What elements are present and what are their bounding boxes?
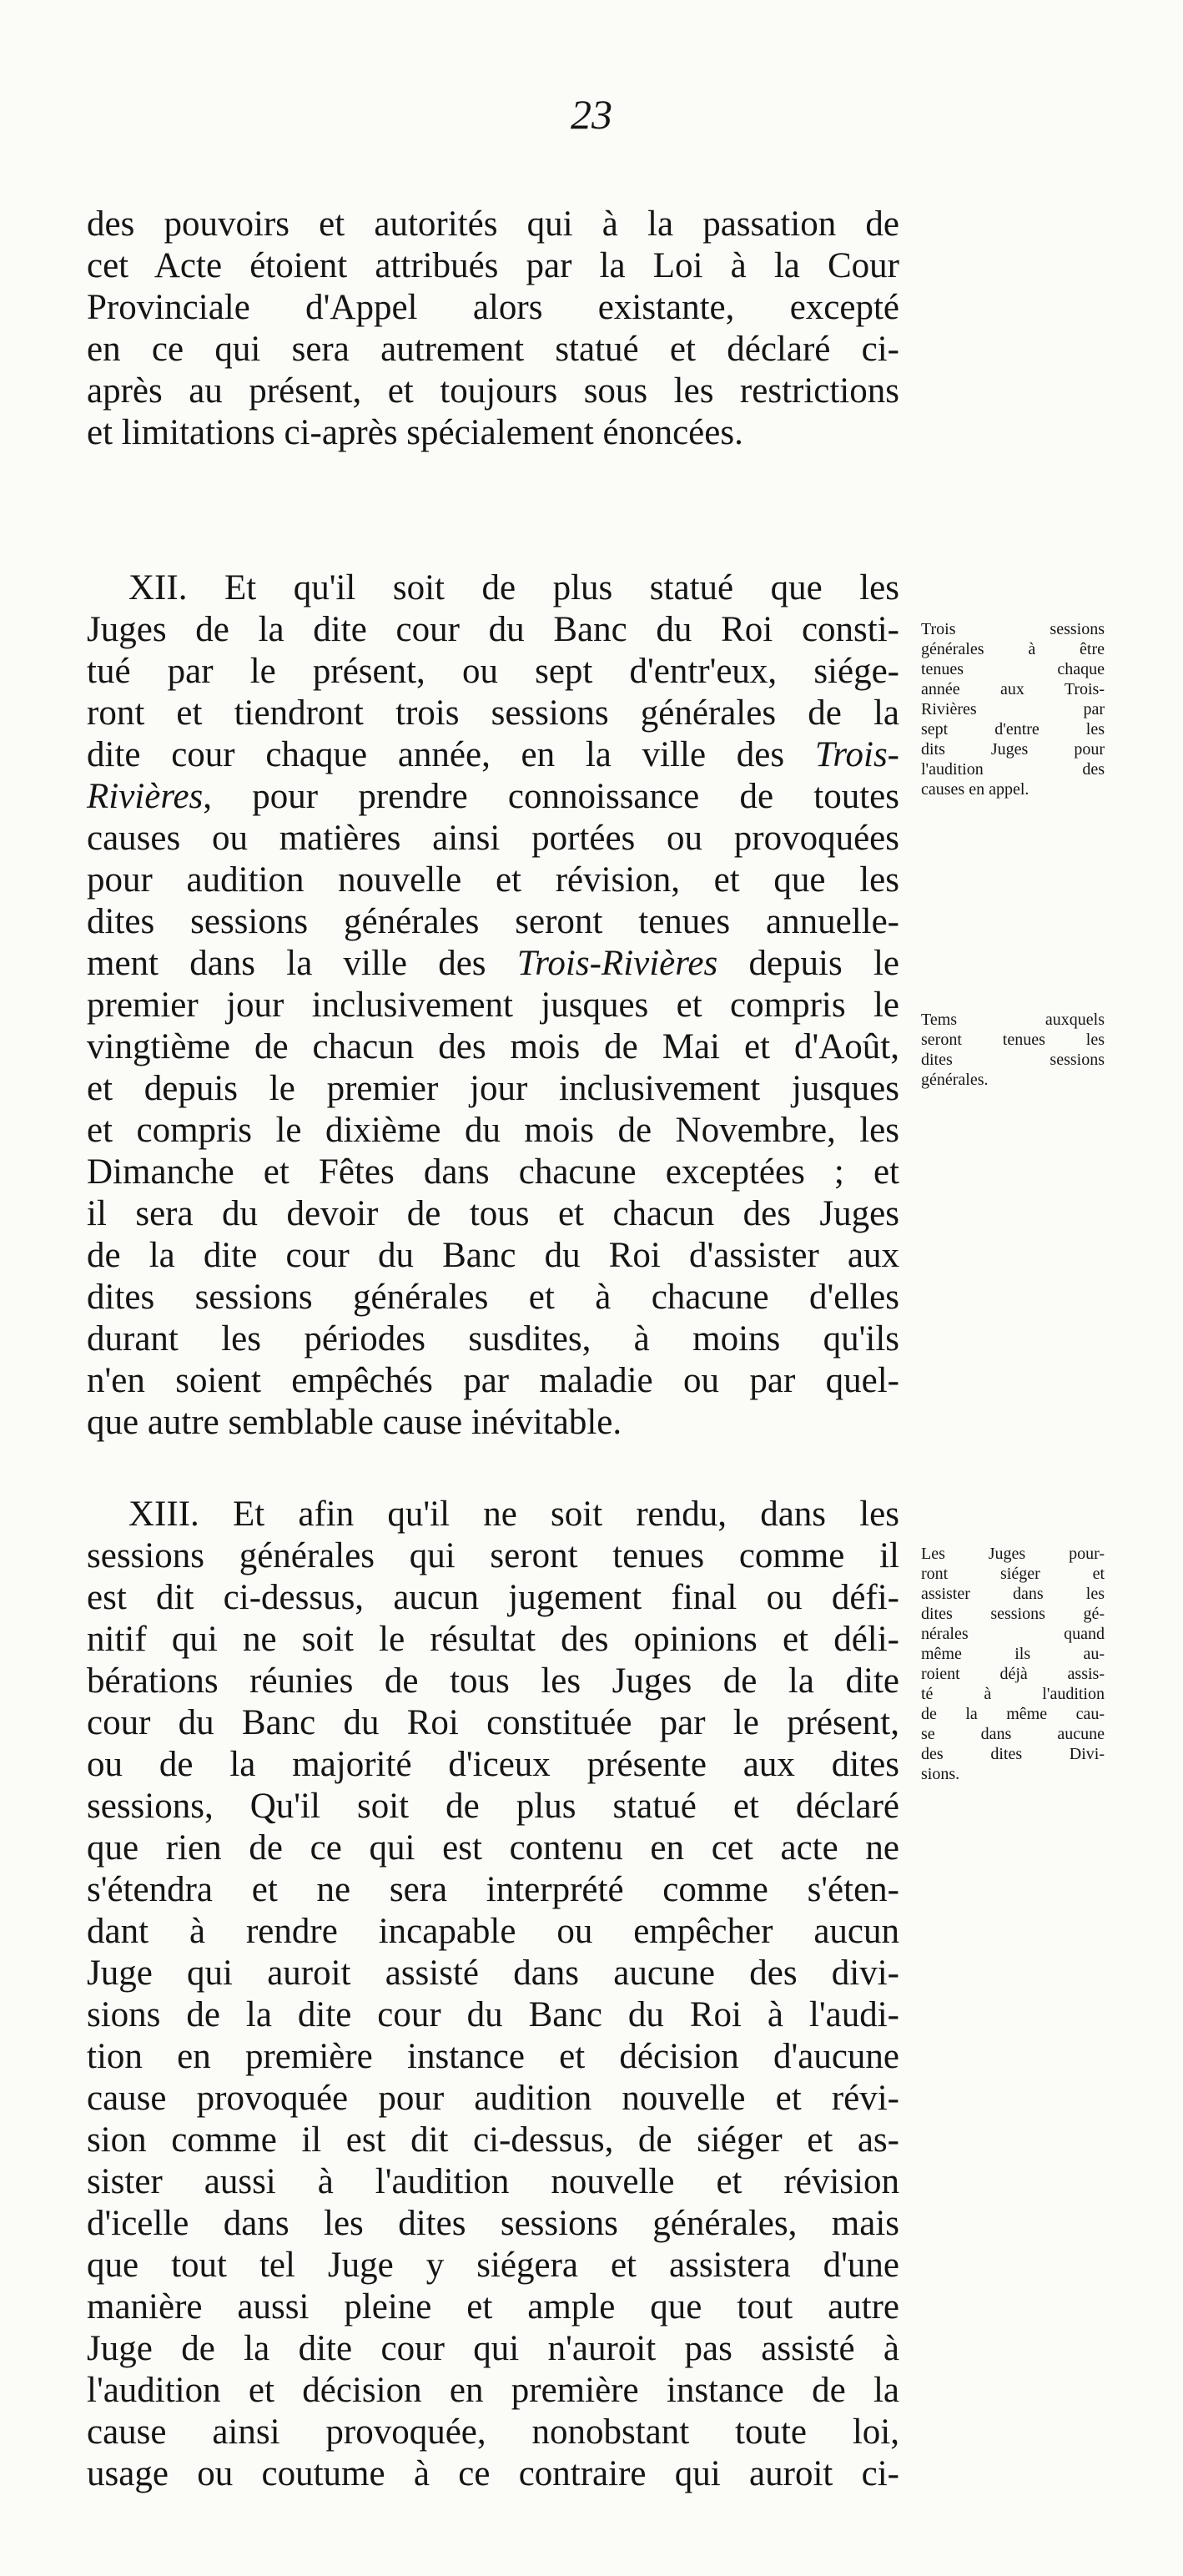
text-line: de la dite cour du Banc du Roi d'assister aux bbox=[87, 1236, 899, 1275]
text-line: ou de la majorité d'iceux présente aux dites bbox=[87, 1745, 899, 1784]
text-line: que tout tel Juge y siégera et assistera d'une bbox=[87, 2246, 899, 2285]
margin-note-line: assister dans les bbox=[921, 1585, 1105, 1603]
margin-note-line: dites sessions gé- bbox=[921, 1605, 1105, 1623]
text-line: sessions, Qu'il soit de plus statué et déclaré bbox=[87, 1787, 899, 1826]
margin-note-line: l'audition des bbox=[921, 760, 1105, 779]
text-line: et limitations ci-après spécialement énoncées. bbox=[87, 413, 743, 452]
text-line: est dit ci-dessus, aucun jugement final ou défi- bbox=[87, 1578, 899, 1617]
text-line: sions de la dite cour du Banc du Roi à l'audi- bbox=[87, 1995, 899, 2034]
section-heading-line: XIII. Et afin qu'il ne soit rendu, dans les bbox=[128, 1495, 899, 1534]
text-line: durant les périodes susdites, à moins qu'ils bbox=[87, 1319, 899, 1359]
text-line: ment dans la ville des Trois-Rivières depuis le bbox=[87, 944, 899, 983]
margin-note-line: Les Juges pour- bbox=[921, 1545, 1105, 1563]
text-line: que rien de ce qui est contenu en cet acte ne bbox=[87, 1828, 899, 1868]
text-line: premier jour inclusivement jusques et compris le bbox=[87, 986, 899, 1025]
margin-note-line: de la même cau- bbox=[921, 1705, 1105, 1723]
text-line: ront et tiendront trois sessions générales de la bbox=[87, 693, 899, 733]
text-line bbox=[87, 734, 899, 776]
text-run: dite cour chaque année, en la ville des Trois- bbox=[87, 735, 899, 774]
margin-note-line: Trois sessions bbox=[921, 620, 1105, 638]
text-line: vingtième de chacun des mois de Mai et d'Août, bbox=[87, 1027, 899, 1066]
italic-place-name: Trois-Rivières bbox=[516, 944, 718, 983]
text-line: l'audition et décision en première instance de la bbox=[87, 2371, 899, 2410]
margin-note-line: générales. bbox=[921, 1071, 989, 1089]
text-line: manière aussi pleine et ample que tout autre bbox=[87, 2287, 899, 2326]
text-line: dites sessions générales seront tenues annuelle- bbox=[87, 902, 899, 941]
margin-note-line: Rivières par bbox=[921, 700, 1105, 718]
text-line: cour du Banc du Roi constituée par le présent, bbox=[87, 1703, 899, 1742]
text-line: et depuis le premier jour inclusivement jusques bbox=[87, 1069, 899, 1108]
section-heading-line: XII. Et qu'il soit de plus statué que les bbox=[128, 568, 899, 607]
text-line: Rivières, pour prendre connoissance de toutes bbox=[87, 777, 899, 816]
margin-note-line: té à l'audition bbox=[921, 1685, 1105, 1703]
text-line: Juge de la dite cour qui n'auroit pas assisté à bbox=[87, 2329, 899, 2368]
text-line: pour audition nouvelle et révision, et que les bbox=[87, 860, 899, 900]
margin-note-line: dits Juges pour bbox=[921, 740, 1105, 759]
margin-note-line: sions. bbox=[921, 1765, 960, 1783]
margin-note-line: tenues chaque bbox=[921, 660, 1105, 678]
margin-note-line: ront siéger et bbox=[921, 1565, 1105, 1583]
text-line: d'icelle dans les dites sessions générales, mais bbox=[87, 2204, 899, 2243]
text-line: s'étendra et ne sera interprété comme s'éten- bbox=[87, 1870, 899, 1909]
text-line: dites sessions générales et à chacune d'elles bbox=[87, 1278, 899, 1317]
margin-note-line: année aux Trois- bbox=[921, 680, 1105, 698]
text-line: Juge qui auroit assisté dans aucune des divi- bbox=[87, 1953, 899, 1993]
text-line: sion comme il est dit ci-dessus, de siéger et as- bbox=[87, 2120, 899, 2160]
text-line: il sera du devoir de tous et chacun des Juges bbox=[87, 1194, 899, 1233]
margin-note-line: des dites Divi- bbox=[921, 1745, 1105, 1763]
text-line: sister aussi à l'audition nouvelle et révision bbox=[87, 2162, 899, 2201]
margin-note-judges bbox=[921, 1544, 1105, 1784]
text-line: causes ou matières ainsi portées ou provoquées bbox=[87, 819, 899, 858]
text-line: que autre semblable cause inévitable. bbox=[87, 1403, 622, 1442]
text-line: après au présent, et toujours sous les restrictions bbox=[87, 371, 899, 411]
text-line: sessions générales qui seront tenues comme il bbox=[87, 1536, 899, 1575]
text-line: tué par le présent, ou sept d'entr'eux, siége- bbox=[87, 652, 899, 691]
text-line: Provinciale d'Appel alors existante, excepté bbox=[87, 288, 899, 327]
text-line: cet Acte étoient attribués par la Loi à la Cour bbox=[87, 246, 899, 285]
text-line: cause provoquée pour audition nouvelle et révi- bbox=[87, 2079, 899, 2118]
margin-note-line: même ils au- bbox=[921, 1645, 1105, 1663]
text-line: en ce qui sera autrement statué et déclaré ci- bbox=[87, 330, 899, 369]
margin-note-times bbox=[921, 1010, 1105, 1090]
text-line: des pouvoirs et autorités qui à la passation de bbox=[87, 204, 899, 244]
text-line: tion en première instance et décision d'aucune bbox=[87, 2037, 899, 2076]
margin-note-line: nérales quand bbox=[921, 1625, 1105, 1643]
margin-note-line: roient déjà assis- bbox=[921, 1665, 1105, 1683]
margin-note-line: causes en appel. bbox=[921, 780, 1029, 799]
text-line: dant à rendre incapable ou empêcher aucun bbox=[87, 1912, 899, 1951]
text-line: n'en soient empêchés par maladie ou par quel- bbox=[87, 1361, 899, 1400]
margin-note-line: se dans aucune bbox=[921, 1725, 1105, 1743]
margin-note-line: générales à être bbox=[921, 640, 1105, 658]
italic-place-name: Trois- bbox=[814, 735, 899, 774]
text-line: nitif qui ne soit le résultat des opinions et déli- bbox=[87, 1620, 899, 1659]
italic-place-name: Rivières bbox=[87, 777, 204, 816]
text-line: bérations réunies de tous les Juges de la dite bbox=[87, 1661, 899, 1701]
margin-note-line: Tems auxquels bbox=[921, 1011, 1105, 1029]
text-line: et compris le dixième du mois de Novembre, les bbox=[87, 1111, 899, 1150]
margin-note-line: sept d'entre les bbox=[921, 720, 1105, 739]
text-line: cause ainsi provoquée, nonobstant toute loi, bbox=[87, 2412, 899, 2452]
margin-note-sessions bbox=[921, 619, 1105, 799]
text-line: Juges de la dite cour du Banc du Roi consti- bbox=[87, 610, 899, 649]
text-line: usage ou coutume à ce contraire qui auroit ci- bbox=[87, 2454, 899, 2493]
text-line: Dimanche et Fêtes dans chacune exceptées ; et bbox=[87, 1152, 899, 1192]
margin-note-line: seront tenues les bbox=[921, 1031, 1105, 1049]
page-number: 23 bbox=[571, 91, 612, 138]
margin-note-line: dites sessions bbox=[921, 1051, 1105, 1069]
